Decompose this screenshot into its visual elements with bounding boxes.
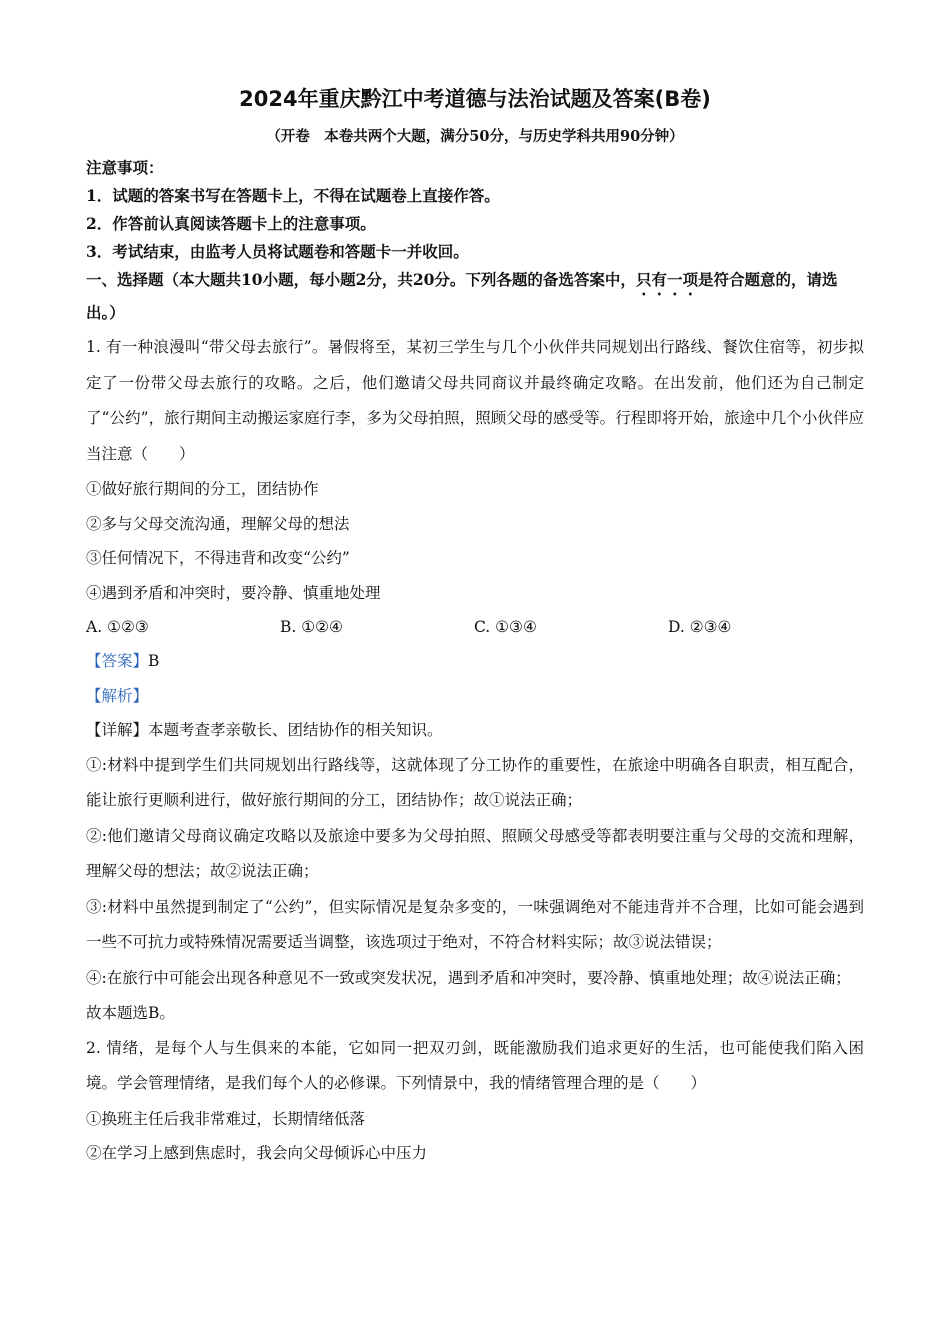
notice-heading: 注意事项： — [86, 158, 164, 177]
notice-block — [86, 154, 864, 266]
question-1 — [86, 330, 864, 1031]
question-2 — [86, 1031, 864, 1171]
section-heading — [86, 266, 864, 327]
choice-b: B. ①②④ — [280, 618, 343, 636]
statement-option: ③任何情况下，不得违背和改变“公约” — [86, 549, 350, 567]
statement-option: ①做好旅行期间的分工，团结协作 — [86, 480, 319, 498]
analysis-point: ①:材料中提到学生们共同规划出行路线等，这就体现了分工协作的重要性，在旅途中明确各自职责，相互配合，能让旅行更顺利进行，做好旅行期间的分工，团结协作；故①说法正确； — [86, 755, 864, 809]
page-title: 2024年重庆黔江中考道德与法治试题及答案(B卷) — [239, 87, 711, 111]
notice-item: 2．作答前认真阅读答题卡上的注意事项。 — [86, 214, 376, 233]
statement-option: ①换班主任后我非常难过，长期情绪低落 — [86, 1109, 366, 1128]
choice-c: C. ①③④ — [474, 618, 537, 636]
analysis-point: ②:他们邀请父母商议确定攻略以及旅途中要多为父母拍照、照顾父母感受等都表明要注重与父母的交流和理解，理解父母的想法；故②说法正确； — [86, 826, 864, 880]
analysis-line — [86, 679, 864, 714]
detail-text: 本题考查孝亲敬长、团结协作的相关知识。 — [148, 721, 443, 739]
question-stem: 2. 情绪，是每个人与生俱来的本能，它如同一把双刃剑，既能激励我们追求更好的生活，也可能使我们陷入困境。学会管理情绪，是我们每个人的必修课。下列情景中，我的情绪管理合理的是（ ） — [86, 1038, 864, 1092]
detail-tag: 【详解】 — [86, 721, 149, 739]
notice-item: 3．考试结束，由监考人员将试题卷和答题卡一并收回。 — [86, 242, 469, 261]
answer-tag: 【答案】 — [86, 652, 149, 670]
section-heading-emphasis: 只有一项 — [635, 270, 698, 289]
statement-option: ②多与父母交流沟通，理解父母的想法 — [86, 514, 350, 533]
answer-value: B — [148, 652, 160, 670]
analysis-point: ④:在旅行中可能会出现各种意见不一致或突发状况，遇到矛盾和冲突时，要冷静、慎重地处理；故④说法正确； — [86, 968, 851, 987]
notice-item: 1．试题的答案书写在答题卡上，不得在试题卷上直接作答。 — [86, 186, 500, 205]
exam-subtitle: （开卷 本卷共两个大题，满分50分，与历史学科共用90分钟） — [266, 128, 684, 145]
choice-a: A. ①②③ — [86, 618, 149, 636]
statement-option: ②在学习上感到焦虑时，我会向父母倾诉心中压力 — [86, 1144, 428, 1162]
answer-choices — [86, 610, 864, 644]
choice-d: D. ②③④ — [668, 618, 732, 636]
detail-line — [86, 713, 864, 748]
conclusion: 故本题选B。 — [86, 1004, 175, 1022]
analysis-tag: 【解析】 — [86, 686, 149, 705]
section-heading-post: 是符合题意的，请选出。） — [86, 270, 838, 322]
statement-option: ④遇到矛盾和冲突时，要冷静、慎重地处理 — [86, 583, 381, 602]
section-heading-pre: 一、选择题（本大题共10小题，每小题2分，共20分。下列各题的备选答案中， — [86, 270, 636, 289]
analysis-point: ③:材料中虽然提到制定了“公约”，但实际情况是复杂多变的，一味强调绝对不能违背并不合理，比如可能会遇到一些不可抗力或特殊情况需要适当调整，该选项过于绝对，不符合材料实际；故③说法错误； — [86, 897, 864, 951]
answer-line — [86, 644, 864, 679]
question-stem: 1. 有一种浪漫叫“带父母去旅行”。暑假将至，某初三学生与几个小伙伴共同规划出行路线、餐饮住宿等，初步拟定了一份带父母去旅行的攻略。之后，他们邀请父母共同商议并最终确定攻略。在出发前，他们还为自己制定了“公约”，旅行期间主动搬运家庭行李，多为父母拍照，照顾父母的感受等。行程即将开始，旅途中几个小伙伴应当注意（ ） — [86, 338, 864, 463]
